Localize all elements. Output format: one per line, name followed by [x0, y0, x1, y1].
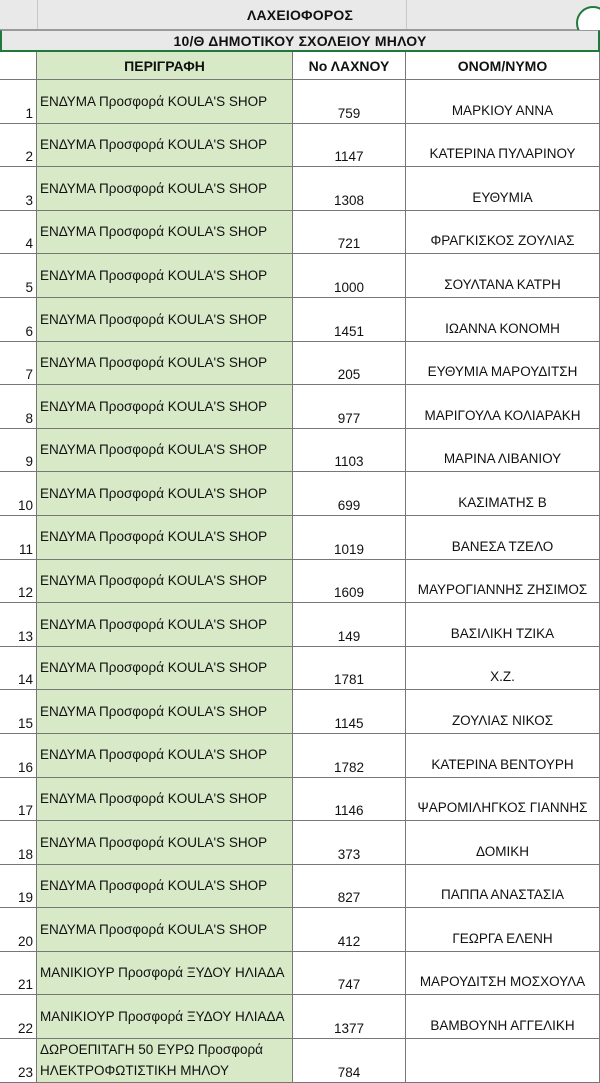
ticket-number-cell[interactable]: 1146: [293, 778, 406, 822]
ticket-number-cell[interactable]: 1308: [293, 167, 406, 211]
ticket-number-cell[interactable]: 1000: [293, 254, 406, 298]
header-description[interactable]: ΠΕΡΙΓΡΑΦΗ: [37, 52, 293, 80]
row-number-cell[interactable]: 13: [0, 603, 37, 647]
winner-name-cell[interactable]: ΨΑΡΟΜΙΛΗΓΚΟΣ ΓΙΑΝΝΗΣ: [406, 778, 600, 822]
ticket-number-cell[interactable]: 747: [293, 952, 406, 996]
ticket-number-cell[interactable]: 149: [293, 603, 406, 647]
table-row: [0, 734, 600, 778]
description-cell[interactable]: ΕΝΔΥΜΑ Προσφορά KOULA'S SHOP: [37, 124, 293, 168]
winner-name-cell[interactable]: ΣΟΥΛΤΑΝΑ ΚΑΤΡΗ: [406, 254, 600, 298]
row-number-cell[interactable]: 8: [0, 385, 37, 429]
description-cell[interactable]: ΕΝΔΥΜΑ Προσφορά KOULA'S SHOP: [37, 908, 293, 952]
row-number-cell[interactable]: 3: [0, 167, 37, 211]
description-cell[interactable]: ΜΑΝΙΚΙΟΥΡ Προσφορά ΞΥΔΟΥ ΗΛΙΑΔΑ: [37, 995, 293, 1039]
table-row: [0, 647, 600, 691]
table-row: [0, 995, 600, 1039]
table-row: [0, 80, 600, 124]
table-row: [0, 778, 600, 822]
table-row: [0, 516, 600, 560]
winner-name-cell[interactable]: ΕΥΘΥΜΙΑ ΜΑΡΟΥΔΙΤΣΗ: [406, 342, 600, 386]
row-number-cell[interactable]: 23: [0, 1039, 37, 1083]
ticket-number-cell[interactable]: 1147: [293, 124, 406, 168]
row-number-cell[interactable]: 7: [0, 342, 37, 386]
table-row: [0, 472, 600, 516]
row-number-cell[interactable]: 20: [0, 908, 37, 952]
description-cell[interactable]: ΕΝΔΥΜΑ Προσφορά KOULA'S SHOP: [37, 80, 293, 124]
winner-name-cell[interactable]: ΖΟΥΛΙΑΣ ΝΙΚΟΣ: [406, 690, 600, 734]
header-index-cell[interactable]: [0, 52, 37, 80]
ticket-number-cell[interactable]: 721: [293, 211, 406, 255]
description-cell[interactable]: ΕΝΔΥΜΑ Προσφορά KOULA'S SHOP: [37, 472, 293, 516]
ticket-number-cell[interactable]: 1145: [293, 690, 406, 734]
description-cell[interactable]: ΕΝΔΥΜΑ Προσφορά KOULA'S SHOP: [37, 821, 293, 865]
winner-name-cell[interactable]: ΜΑΥΡΟΓΙΑΝΝΗΣ ΖΗΣΙΜΟΣ: [406, 560, 600, 604]
sheet-title: ΛΑΧΕΙΟΦΟΡΟΣ: [246, 6, 354, 23]
row-number-cell[interactable]: 14: [0, 647, 37, 691]
winner-name-cell[interactable]: ΜΑΡΟΥΔΙΤΣΗ ΜΟΣΧΟΥΛΑ: [406, 952, 600, 996]
description-cell[interactable]: ΕΝΔΥΜΑ Προσφορά KOULA'S SHOP: [37, 211, 293, 255]
table-row: [0, 124, 600, 168]
table-row: [0, 385, 600, 429]
description-cell[interactable]: ΕΝΔΥΜΑ Προσφορά KOULA'S SHOP: [37, 516, 293, 560]
row-number-cell[interactable]: 17: [0, 778, 37, 822]
ticket-number-cell[interactable]: 759: [293, 80, 406, 124]
table-row: [0, 167, 600, 211]
winner-name-cell[interactable]: ΦΡΑΓΚΙΣΚΟΣ ΖΟΥΛΙΑΣ: [406, 211, 600, 255]
description-cell[interactable]: ΕΝΔΥΜΑ Προσφορά KOULA'S SHOP: [37, 734, 293, 778]
header-row: [0, 52, 600, 80]
table-body: [0, 80, 600, 1083]
table-row: [0, 1039, 600, 1083]
winner-name-cell[interactable]: ΜΑΡΙΝΑ ΛΙΒΑΝΙΟΥ: [406, 429, 600, 473]
winner-name-cell[interactable]: ΒΑΜΒΟΥΝΗ ΑΓΓΕΛΙΚΗ: [406, 995, 600, 1039]
description-cell[interactable]: ΕΝΔΥΜΑ Προσφορά KOULA'S SHOP: [37, 865, 293, 909]
winner-name-cell[interactable]: [406, 1039, 600, 1083]
description-cell[interactable]: ΕΝΔΥΜΑ Προσφορά KOULA'S SHOP: [37, 560, 293, 604]
description-cell[interactable]: ΜΑΝΙΚΙΟΥΡ Προσφορά ΞΥΔΟΥ ΗΛΙΑΔΑ: [37, 952, 293, 996]
winner-name-cell[interactable]: ΓΕΩΡΓΑ ΕΛΕΝΗ: [406, 908, 600, 952]
row-number-cell[interactable]: 1: [0, 80, 37, 124]
description-cell[interactable]: ΕΝΔΥΜΑ Προσφορά KOULA'S SHOP: [37, 385, 293, 429]
winner-name-cell[interactable]: Χ.Ζ.: [406, 647, 600, 691]
table-row: [0, 342, 600, 386]
row-number-cell[interactable]: 19: [0, 865, 37, 909]
description-cell[interactable]: ΕΝΔΥΜΑ Προσφορά KOULA'S SHOP: [37, 690, 293, 734]
subtitle-row[interactable]: [0, 30, 600, 52]
grid-line: [406, 0, 407, 29]
row-number-cell[interactable]: 21: [0, 952, 37, 996]
ticket-number-cell[interactable]: 1609: [293, 560, 406, 604]
description-cell[interactable]: ΕΝΔΥΜΑ Προσφορά KOULA'S SHOP: [37, 429, 293, 473]
ticket-number-cell[interactable]: 205: [293, 342, 406, 386]
table-row: [0, 690, 600, 734]
sheet-subtitle: 10/Θ ΔΗΜΟΤΙΚΟΥ ΣΧΟΛΕΙΟΥ ΜΗΛΟΥ: [173, 32, 427, 49]
ticket-number-cell[interactable]: 1451: [293, 298, 406, 342]
table-row: [0, 429, 600, 473]
description-cell[interactable]: ΕΝΔΥΜΑ Προσφορά KOULA'S SHOP: [37, 603, 293, 647]
row-number-cell[interactable]: 5: [0, 254, 37, 298]
winner-name-cell[interactable]: ΜΑΡΚΙΟΥ ΑΝΝΑ: [406, 80, 600, 124]
winner-name-cell[interactable]: ΙΩΑΝΝΑ ΚΟΝΟΜΗ: [406, 298, 600, 342]
row-number-cell[interactable]: 9: [0, 429, 37, 473]
row-number-cell[interactable]: 10: [0, 472, 37, 516]
table-row: [0, 211, 600, 255]
row-number-cell[interactable]: 22: [0, 995, 37, 1039]
title-row[interactable]: [0, 0, 600, 30]
winner-name-cell[interactable]: ΒΑΝΕΣΑ ΤΖΕΛΟ: [406, 516, 600, 560]
winner-name-cell[interactable]: ΚΑΤΕΡΙΝΑ ΠΥΛΑΡΙΝΟΥ: [406, 124, 600, 168]
row-number-cell[interactable]: 11: [0, 516, 37, 560]
winner-name-cell[interactable]: ΚΑΤΕΡΙΝΑ ΒΕΝΤΟΥΡΗ: [406, 734, 600, 778]
description-cell[interactable]: ΕΝΔΥΜΑ Προσφορά KOULA'S SHOP: [37, 647, 293, 691]
row-number-cell[interactable]: 12: [0, 560, 37, 604]
table-row: [0, 865, 600, 909]
description-cell[interactable]: ΕΝΔΥΜΑ Προσφορά KOULA'S SHOP: [37, 167, 293, 211]
row-number-cell[interactable]: 6: [0, 298, 37, 342]
ticket-number-cell[interactable]: 827: [293, 865, 406, 909]
table-row: [0, 952, 600, 996]
table-row: [0, 908, 600, 952]
header-ticket[interactable]: Νο ΛΑΧΝΟΥ: [293, 52, 406, 80]
ticket-number-cell[interactable]: 1781: [293, 647, 406, 691]
winner-name-cell[interactable]: ΔΟΜΙΚΗ: [406, 821, 600, 865]
ticket-number-cell[interactable]: 1377: [293, 995, 406, 1039]
ticket-number-cell[interactable]: 1782: [293, 734, 406, 778]
ticket-number-cell[interactable]: 373: [293, 821, 406, 865]
ticket-number-cell[interactable]: 412: [293, 908, 406, 952]
description-cell[interactable]: ΕΝΔΥΜΑ Προσφορά KOULA'S SHOP: [37, 778, 293, 822]
winner-name-cell[interactable]: ΚΑΣΙΜΑΤΗΣ Β: [406, 472, 600, 516]
header-name[interactable]: ΟΝΟΜ/ΝΥΜΟ: [406, 52, 600, 80]
ticket-number-cell[interactable]: 1019: [293, 516, 406, 560]
row-number-cell[interactable]: 2: [0, 124, 37, 168]
ticket-number-cell[interactable]: 699: [293, 472, 406, 516]
winner-name-cell[interactable]: ΕΥΘΥΜΙΑ: [406, 167, 600, 211]
ticket-number-cell[interactable]: 1103: [293, 429, 406, 473]
table-row: [0, 821, 600, 865]
row-number-cell[interactable]: 18: [0, 821, 37, 865]
table-row: [0, 298, 600, 342]
winner-name-cell[interactable]: ΠΑΠΠΑ ΑΝΑΣΤΑΣΙΑ: [406, 865, 600, 909]
description-cell[interactable]: ΔΩΡΟΕΠΙΤΑΓΗ 50 ΕΥΡΩ Προσφορά ΗΛΕΚΤΡΟΦΩΤΙΣΤΙΚΗ ΜΗΛΟΥ: [37, 1039, 293, 1083]
row-number-cell[interactable]: 4: [0, 211, 37, 255]
winner-name-cell[interactable]: ΜΑΡΙΓΟΥΛΑ ΚΟΛΙΑΡΑΚΗ: [406, 385, 600, 429]
row-number-cell[interactable]: 16: [0, 734, 37, 778]
winner-name-cell[interactable]: ΒΑΣΙΛΙΚΗ ΤΖΙΚΑ: [406, 603, 600, 647]
description-cell[interactable]: ΕΝΔΥΜΑ Προσφορά KOULA'S SHOP: [37, 254, 293, 298]
row-number-cell[interactable]: 15: [0, 690, 37, 734]
ticket-number-cell[interactable]: 784: [293, 1039, 406, 1083]
description-cell[interactable]: ΕΝΔΥΜΑ Προσφορά KOULA'S SHOP: [37, 298, 293, 342]
grid-line: [37, 0, 38, 29]
ticket-number-cell[interactable]: 977: [293, 385, 406, 429]
table-row: [0, 254, 600, 298]
table-row: [0, 560, 600, 604]
table-row: [0, 603, 600, 647]
description-cell[interactable]: ΕΝΔΥΜΑ Προσφορά KOULA'S SHOP: [37, 342, 293, 386]
